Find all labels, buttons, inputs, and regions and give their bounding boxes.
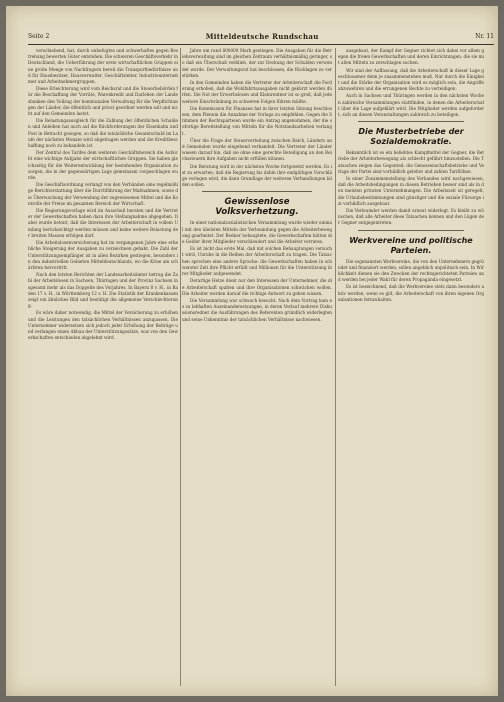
page-header <box>28 30 494 42</box>
paragraph: Auch in Sachsen und Thüringen werden in den nächsten Wochen zahlreiche Versammlungen stattfinden, in denen die Arbeiterschaft über die Lage aufgeklärt wird. Die Mitglieder werden aufgefordert, sich an diesen Veranstaltungen zahlreich zu beteiligen. <box>338 93 484 118</box>
paragraph: Über die Frage der Steuerverteilung zwischen Reich, Ländern und Gemeinden wurde eingehend verhandelt. Die Vertreter der Länder wiesen darauf hin, daß sie ohne eine gerechte Beteiligung an den Reichssteuern ihre Aufgaben nicht erfüllen können. <box>182 137 332 162</box>
paragraph: Die sogenannten Werkvereine, die von den Unternehmern gegründet und finanziert werden, sollen angeblich unpolitisch sein. In Wirklichkeit dienen sie den Zwecken der rechtsgerichteten Parteien und werden bei jeder Wahl für deren Propaganda eingesetzt. <box>338 258 484 283</box>
paragraph: verschiebend, hat, durch unbefugtes und schwerhaftes gegen Bestrebung bewerten Güter entstehen. Die schweren Geschäftsverkehr in Deutschland, die Ueberführung der erste wirtschaftlichen Gruppen eine große Menge von Nachfragern bereit die Transportbedürfnisse und für Hausbesitzer, Hausverwalter, Geschäftsleiter, Industrieunternehmer und Arbeitnehmergruppen. <box>28 48 178 85</box>
paragraph: Die Arbeitslosenversicherung hat im vergangenen Jahre eine erhebliche Steigerung der Ausgaben zu verzeichnen gehabt. Die Zahl der Unterstützungsempfänger ist in allen Bezirken gestiegen, besonders in den industriellen Gebieten Mitteldeutschlands, wo die Krise am schärfsten hervortritt. <box>28 240 178 270</box>
paragraph: Die Geschäftsordnung verlangt von den Verbänden eine regelmäßige Berichterstattung über die Durchführung der Maßnahmen, sowie die Überwachung der Verwendung der zugewiesenen Mittel und die Kontrolle der Preise im gesamten Bereich der Wirtschaft. <box>28 182 178 206</box>
paragraph: Der Zentral des Tarifes dem weiteren Geschäftsbereich die Aufsicht eine wichtige Aufgabe der wirtschaftlichen Gruppen. Sie haben gleichzeitig für die Weiterentwicklung der bestehenden Organisation zu sorgen, die in der gegenwärtigen Lage gemeinsam vorgeschlagen wurde. <box>28 150 178 181</box>
paragraph: Die Regierungsvorlage wird im Ausschuß beraten und die Vertreter der Gewerkschaften haben dazu ihre Stellungnahme abgegeben. Dabei wurde betont, daß die Interessen der Arbeiterschaft in vollem Umfang berücksichtigt werden müssen und keine weitere Belastung der breiten Massen erfolgen darf. <box>28 208 178 238</box>
paragraph: Diese Erleichterung wird vom Reichsrat und die Steuerbehörden für die Beschaffung der Vorräte, Warenkredit und Darlehen der Landesbanken den Vollzug der kommunalen Verwaltung für die Verpflichtungen der Länder, die öffentlich und privat geordnet werden soll und nicht auf den Gemeinden lastet. <box>28 86 178 117</box>
article-heading: Werkvereine und politische Parteien. <box>349 235 473 255</box>
paragraph: Derartige Hetze dient nur den Interessen der Unternehmer, die die Arbeiterschaft spalten und ihre Organisationen schwächen wollen. Die Arbeiter werden darauf die richtige Antwort zu geben wissen. <box>182 278 332 296</box>
column-divider-2 <box>335 48 336 686</box>
column-divider-1 <box>180 48 181 686</box>
paragraph: Bekanntlich ist es ein beliebtes Kampfmittel der Gegner, die Betriebe der Arbeiterbewegung als schlecht geführt hinzustellen. Die Tatsachen zeigen das Gegenteil: die Genossenschaftsbetriebe und Verlage der Partei sind vorbildlich geleitet und zahlen Tariflöhne. <box>338 150 484 174</box>
article-heading: Gewissenlose Volksverhetzung. <box>215 197 299 218</box>
paragraph: Die Versammlung war schwach besucht. Nach dem Vortrag kam es zu lebhaften Auseinandersetzungen, in deren Verlauf mehrere Diskussionsredner die Ausführungen des Referenten gründlich widerlegten und seine Unkenntnis der tatsächlichen Verhältnisse nachwiesen. <box>182 297 332 322</box>
paragraph: ausgebaut, der Kampf der Gegner richtet sich dabei vor allem gegen die freien Gewerkschaften und deren Einrichtungen, die sie mit allen Mitteln zu zerschlagen suchen. <box>338 48 484 66</box>
masthead-title: Mitteldeutsche Rundschau <box>205 31 319 41</box>
paragraph: Die Verleumder werden damit erneut widerlegt. Es bleibt zu wünschen, daß alle Arbeiter diese Tatsachen kennen und den Lügen der Gegner entgegentreten. <box>338 208 484 226</box>
section-divider <box>202 191 312 192</box>
column-1 <box>28 48 178 690</box>
header-rule <box>28 44 494 45</box>
column-3 <box>338 48 484 690</box>
paragraph: Es wäre daher notwendig, die Mittel der Versicherung zu erhöhen und die Leistungen den tatsächlichen Verhältnissen anzupassen. Die Unternehmer widersetzen sich jedoch jeder Erhöhung der Beiträge und verlangen einen Abbau der Unterstützungssätze, was von den Gewerkschaften entschieden abgelehnt wird. <box>28 310 178 341</box>
page-number: Seite 2 <box>28 32 50 40</box>
paragraph: Nach den letzten Berichten der Landesarbeitsämter betrug die Zahl der Arbeitslosen in Sachsen, Thüringen und der Provinz Sachsen insgesamt mehr als das Doppelte des Vorjahres. In Bayern 8 v. H., in Baden 17 v. H., in Württemberg 12 v. H. Die Statistik der Krankenkassen zeigt ein ähnliches Bild und bestätigt die allgemeine Verschlechterung. <box>28 272 178 309</box>
paragraph: Die Beratung wird in der nächsten Woche fortgesetzt werden. Es ist zu erwarten, daß die Regierung bis dahin ihre endgültigen Vorschläge vorlegen wird, die dann Grundlage der weiteren Verhandlungen bilden sollen. <box>182 163 332 188</box>
paragraph: In einer nationalsozialistischen Versammlung wurde wieder einmal mit den übelsten Mitteln der Verleumdung gegen die Arbeiterbewegung gearbeitet. Der Redner behauptete, die Gewerkschaften hätten die Gelder ihrer Mitglieder verschleudert und die Arbeiter verraten. <box>182 220 332 245</box>
paragraph: Es ist bezeichnend, daß die Werkvereine stets dann besonders aktiv werden, wenn es gilt, die Arbeiterschaft von ihren eigenen Organisationen fernzuhalten. <box>338 284 484 302</box>
paragraph: Wir sind der Auffassung, daß die Arbeiterschaft in dieser Lage geschlossener denn je zusammenstehen muß. Nur durch die Einigkeit und die Stärke der Organisation wird es möglich sein, die Angriffe abzuwehren und die errungenen Rechte zu verteidigen. <box>338 67 484 92</box>
paragraph: Die Belastungsausgleich für die Zahlung der öffentlichen Schulden und Anleihen hat auch auf die Rückforderungen der Eisenbahn und Post in Betracht gezogen, so daß die tatsächliche Gesamtschuld im Laufe der nächsten Monate wird abgetragen werden und die Kreditbeschaffung noch zu behandeln ist. <box>28 118 178 149</box>
section-divider <box>358 230 464 231</box>
issue-number: Nr. 11 <box>475 32 494 40</box>
article-heading: Die Musterbetriebe der Sozialdemokratie. <box>358 127 464 147</box>
paragraph: Es ist nicht das erste Mal, daß mit solchen Behauptungen versucht wird, Unruhe in die Reihen der Arbeiterschaft zu tragen. Die Tatsachen sprechen eine andere Sprache: die Gewerkschaften haben in schwerster Zeit ihre Pflicht erfüllt und Millionen für die Unterstützung ihrer Mitglieder aufgewendet. <box>182 246 332 277</box>
section-divider <box>358 121 464 122</box>
paragraph: In einer Zusammenstellung des Verbandes wird nachgewiesen, daß die Arbeitsbedingungen in diesen Betrieben besser sind als in den meisten privaten Unternehmungen. Die Arbeitszeit ist geregelt, die Urlaubsbestimmungen sind günstiger und die soziale Fürsorge ist vorbildlich ausgebaut. <box>338 176 484 206</box>
paragraph: In den Gemeinden haben die Vertreter der Arbeiterschaft die Forderung erhoben, daß die Wohlfahrtsausgaben nicht gekürzt werden dürfen. Die Not der Erwerbslosen und Kleinrentner ist so groß, daß jede weitere Einschränkung zu schweren Folgen führen müßte. <box>182 80 332 104</box>
paragraph: Jahre um rund 800000 Mark gestiegen. Die Ausgaben für die Betriebsverwaltung sind im gleichen Zeitraum verhältnismäßig geringer, so daß ein Überschuß verblieb, der zur Deckung der Schulden verwendet wurde. Der Verwaltungsrat hat beschlossen, die Rücklagen zu verstärken. <box>182 48 332 78</box>
column-2 <box>182 48 332 690</box>
paragraph: Die Kommission für Finanzen hat in ihrer letzten Sitzung beschlossen, dem Plenum die Annahme der Vorlage zu empfehlen. Gegen die Stimmen der Rechtsparteien wurde ein Antrag angenommen, der die sofortige Bereitstellung von Mitteln für die Notstandsarbeiten verlangt. <box>182 105 332 136</box>
